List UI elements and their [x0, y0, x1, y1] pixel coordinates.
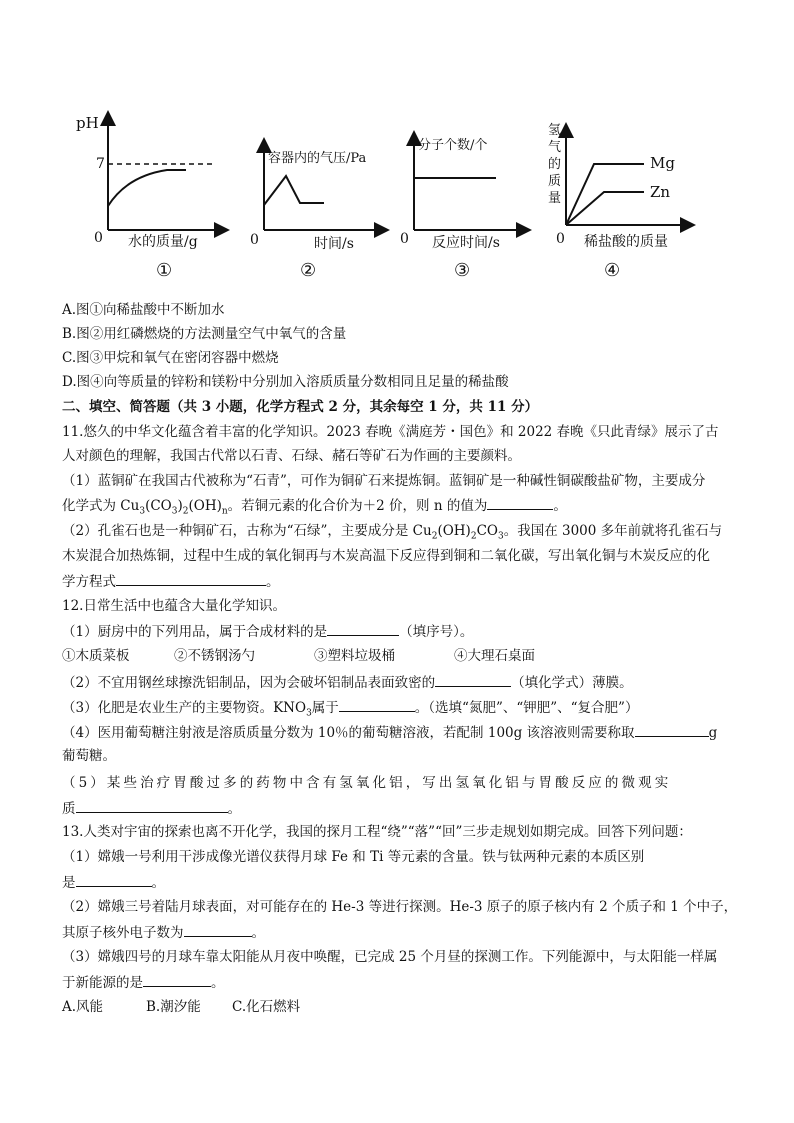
q12-p5-line2: 质: [62, 801, 76, 817]
q12-choice-3: ③塑料垃圾桶: [314, 648, 395, 664]
q11-part2-line3: [62, 571, 742, 592]
fig4-mg-label: Mg: [650, 154, 675, 172]
q13-part2: （2）嫦娥三号着陆月球表面，对可能存在的 He-3 等进行探测。He-3 原子的原子核内有 2 个质子和 1 个中子，: [62, 899, 738, 915]
q13-choice-a: A.风能: [62, 999, 104, 1015]
option-c: C.图③甲烷和氧气在密闭容器中燃烧: [62, 350, 279, 366]
figure-3: [398, 100, 538, 280]
q12-part4-line2: 葡萄糖。: [62, 748, 116, 764]
q13-part2-line2: [62, 922, 742, 943]
q12-p3-end: 。（选填“氮肥”、“钾肥”、“复合肥”）: [414, 700, 639, 716]
figure-2: [244, 100, 394, 280]
q11-p2-line3: 学方程式: [62, 574, 116, 590]
fig4-origin: 0: [556, 231, 565, 247]
q11-formula-sub3: 2: [182, 506, 189, 517]
q12-choices: [62, 646, 742, 666]
q11-part1-line1: （1）蓝铜矿在我国古代被称为“石青”，可作为铜矿石来提炼铜。蓝铜矿是一种碱性铜碳酸盐矿物，主要成分: [62, 473, 706, 489]
fig1-x-label: 水的质量/g: [128, 234, 198, 250]
q12-p4-text: （4）医用葡萄糖注射液是溶质质量分数为 10％的葡萄糖溶液，若配制 100g 该溶液则需要称取: [62, 725, 635, 741]
q13-p2-line2: 其原子核外电子数为: [62, 925, 184, 941]
q11-p2-b: (OH): [437, 523, 471, 539]
fig2-curve: [264, 176, 324, 205]
fig4-y-label-4: 质: [548, 174, 562, 189]
q12-p3-sub: 3: [306, 708, 312, 719]
q11-part1-end: 。: [553, 498, 567, 514]
q12-part5-line2: [62, 798, 742, 819]
q13-part3-line2: [62, 972, 742, 993]
option-a: A.图①向稀盐酸中不断加水: [62, 302, 225, 318]
fig4-number: ④: [604, 260, 621, 280]
q11-p2-sub3: 3: [497, 531, 504, 542]
q11-part2-line1: [62, 521, 742, 541]
q13-answer-blank-3[interactable]: [143, 972, 211, 987]
q13-intro: 13.人类对宇宙的探索也离不开化学，我国的探月工程“绕”“落”“回”三步走规划如期完成。回答下列问题：: [62, 824, 692, 840]
q13-choice-b: B.潮汐能: [146, 999, 201, 1015]
fig4-y-label-3: 的: [548, 157, 562, 172]
q12-part1: [62, 621, 742, 642]
q11-p2-sub1: 2: [431, 531, 438, 542]
q13-part1-line2: [62, 872, 742, 893]
fig2-origin: 0: [250, 232, 259, 248]
fig1-number: ①: [156, 260, 173, 280]
q11-formula-sub1: 3: [139, 506, 146, 517]
q11-part1-line2: [62, 495, 742, 516]
q12-intro: 12.日常生活中也蕴含大量化学知识。: [62, 598, 286, 614]
q11-p2-c: CO: [476, 523, 498, 539]
q12-part4: [62, 722, 742, 743]
q12-choice-2: ②不锈钢汤勺: [174, 648, 255, 664]
q12-part3: [62, 697, 742, 718]
q12-p1-end: （填序号）。: [399, 624, 474, 640]
q13-answer-blank-2[interactable]: [184, 922, 252, 937]
fig3-origin: 0: [400, 231, 409, 247]
q13-p3-line2: 于新能源的是: [62, 975, 143, 991]
q11-part2-line2: 木炭混合加热炼铜，过程中生成的氧化铜再与木炭高温下反应得到铜和二氧化碳，写出氧化铜与木炭反应的化: [62, 548, 710, 564]
q12-part5: （5）某些治疗胃酸过多的药物中含有氢氧化铝，写出氢氧化铝与胃酸反应的微观实: [62, 775, 672, 791]
section-title: 二、填空、简答题（共 3 小题，化学方程式 2 分，其余每空 1 分，共 11 分）: [62, 399, 539, 415]
q13-choices: [62, 997, 742, 1017]
q13-answer-blank-1[interactable]: [76, 872, 152, 887]
q12-answer-blank-4[interactable]: [635, 722, 709, 737]
q12-part2: [62, 672, 742, 693]
fig3-number: ③: [454, 260, 471, 280]
q11-formula-a: 化学式为 Cu: [62, 498, 140, 514]
q12-answer-blank-3[interactable]: [339, 697, 415, 712]
fig4-y-label-2: 气: [548, 140, 562, 155]
figure-1: [72, 100, 242, 280]
q12-p2-text: （2）不宜用钢丝球擦洗铝制品，因为会破坏铝制品表面致密的: [62, 675, 436, 691]
q12-answer-blank-5[interactable]: [76, 798, 228, 813]
q13-p1-line2: 是: [62, 875, 76, 891]
q12-p4-unit: g: [708, 725, 718, 741]
fig4-y-label-5: 量: [548, 191, 562, 206]
fig1-tick-7: 7: [96, 156, 105, 172]
q12-answer-blank-1[interactable]: [327, 621, 399, 636]
option-b: B.图②用红磷燃烧的方法测量空气中氧气的含量: [62, 326, 347, 342]
q12-p2-end: （填化学式）薄膜。: [511, 675, 633, 691]
fig1-origin: 0: [94, 230, 103, 246]
q11-p2-d: 。我国在 3000 多年前就将孔雀石与: [503, 523, 723, 539]
fig1-y-label: pH: [76, 114, 99, 132]
q11-intro-line2: 人对颜色的理解，我国古代常以石青、石绿、赭石等矿石为作画的主要颜料。: [62, 448, 521, 464]
q12-p1-text: （1）厨房中的下列用品，属于合成材料的是: [62, 624, 328, 640]
fig3-y-label: 分子个数/个: [418, 138, 488, 153]
fig2-y-label: 容器内的气压/Pa: [268, 151, 367, 166]
q11-formula-sub4: n: [221, 506, 228, 517]
q13-part1: （1）嫦娥一号利用干涉成像光谱仪获得月球 Fe 和 Ti 等元素的含量。铁与钛两种元素的本质区别: [62, 849, 645, 865]
q12-p3-b: 属于: [311, 700, 339, 716]
q12-choice-4: ④大理石桌面: [454, 648, 535, 664]
figure-4: [546, 100, 706, 280]
fig4-x-label: 稀盐酸的质量: [584, 234, 668, 250]
q11-formula-d: (OH): [188, 498, 222, 514]
q11-answer-blank-1[interactable]: [487, 495, 553, 510]
fig3-x-label: 反应时间/s: [432, 235, 500, 251]
fig4-y-label-1: 氢: [548, 123, 562, 138]
q12-p3-a: （3）化肥是农业生产的主要物资。KNO: [62, 700, 307, 716]
q11-formula-sub2: 3: [171, 506, 178, 517]
option-d: D.图④向等质量的锌粉和镁粉中分别加入溶质质量分数相同且足量的稀盐酸: [62, 374, 509, 390]
q13-part3: （3）嫦娥四号的月球车靠太阳能从月夜中唤醒，已完成 25 个月昼的探测工作。下列能源中，与太阳能一样属: [62, 949, 718, 965]
q11-formula-b: (CO: [145, 498, 172, 514]
fig1-curve: [108, 170, 186, 206]
q11-part1-question: 。若铜元素的化合价为＋2 价，则 n 的值为: [227, 498, 488, 514]
q11-answer-blank-2[interactable]: [116, 571, 266, 586]
q11-p2-a: （2）孔雀石也是一种铜矿石，古称为“石绿”，主要成分是 Cu: [62, 523, 432, 539]
fig2-number: ②: [300, 260, 317, 280]
q13-p1-end: 。: [151, 875, 165, 891]
q11-p2-sub2: 2: [470, 531, 477, 542]
q13-p2-end: 。: [251, 925, 265, 941]
q13-choice-c: C.化石燃料: [232, 999, 301, 1015]
fig4-zn-line: [566, 192, 644, 225]
q11-p2-end: 。: [266, 574, 280, 590]
q11-formula-c: ): [177, 498, 183, 514]
fig2-x-label: 时间/s: [314, 236, 354, 252]
fig4-zn-label: Zn: [650, 183, 671, 201]
q12-answer-blank-2[interactable]: [435, 672, 511, 687]
q11-intro-line1: 11.悠久的中华文化蕴含着丰富的化学知识。2023 春晚《满庭芳・国色》和 2022 春晚《只此青绿》展示了古: [62, 424, 719, 440]
q12-choice-1: ①木质菜板: [62, 648, 130, 664]
q12-p5-end: 。: [227, 801, 241, 817]
q13-p3-end: 。: [211, 975, 225, 991]
